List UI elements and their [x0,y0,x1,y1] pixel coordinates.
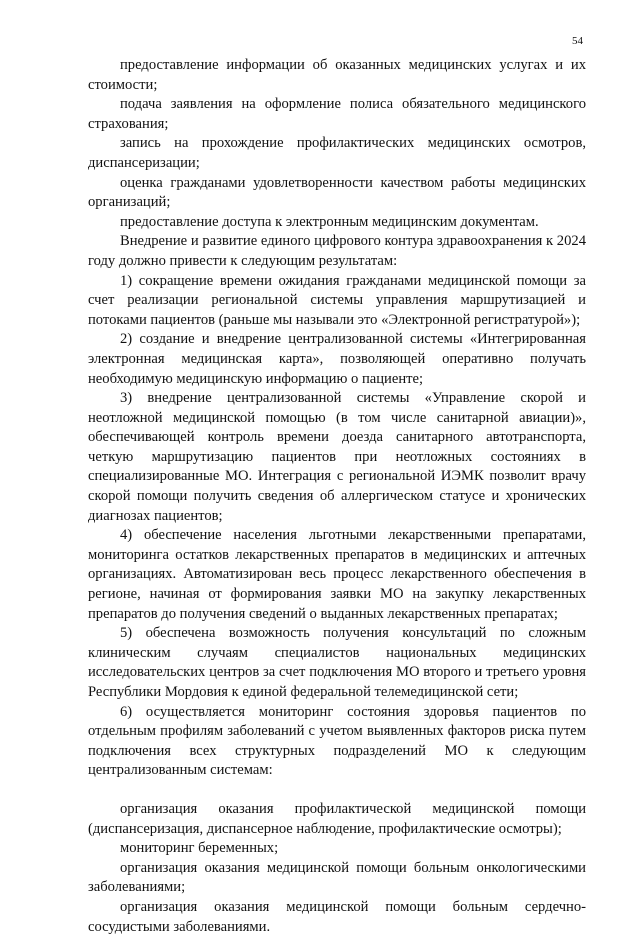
paragraph: 3) внедрение централизованной системы «Управление скорой и неотложной медицинской помощью (в том числе санитарной авиации)», обеспечивающей контроль времени доезда санитарного автотранспорта, четкую маршрутизацию пациентов при неотложных состояниях в специализированные МО. Интеграция с региональной ИЭМК позволит врачу скорой помощи получить сведения об аллергическом статусе и хронических диагнозах пациентов; [88,390,586,524]
paragraph: 6) осуществляется мониторинг состояния здоровья пациентов по отдельным профилям заболеваний с учетом выявленных факторов риска путем подключения всех структурных подразделений МО к следующим централизованным системам: [88,703,586,779]
paragraph: оценка гражданами удовлетворенности качеством работы медицинских организаций; [88,174,586,211]
paragraph: 5) обеспечена возможность получения консультаций по сложным клиническим случаям специалистов национальных медицинских исследовательских центров за счет подключения МО второго и третьего уровня Республики Мордовия к единой федеральной телемедицинской сети; [88,625,586,700]
paragraph: предоставление доступа к электронным медицинским документам. [120,213,539,230]
page-number: 54 [572,35,583,47]
paragraph: организация оказания профилактической медицинской помощи (диспансеризация, диспансерное наблюдение, профилактические осмотры); [88,800,586,837]
paragraph: организация оказания медицинской помощи больным онкологическими заболеваниями; [88,859,586,896]
paragraph: организация оказания медицинской помощи больным сердечно-сосудистыми заболеваниями. [88,898,586,935]
paragraph: 2) создание и внедрение централизованной системы «Интегрированная электронная медицинская карта», позволяющей оперативно получать необходимую медицинскую информацию о пациенте; [88,331,586,387]
paragraph: Внедрение и развитие единого цифрового контура здравоохранения к 2024 году должно привести к следующим результатам: [88,233,586,269]
paragraph: предоставление информации об оказанных медицинских услугах и их стоимости; [88,57,586,93]
body-text [88,56,586,937]
paragraph: запись на прохождение профилактических медицинских осмотров, диспансеризации; [88,135,586,171]
paragraph: 4) обеспечение населения льготными лекарственными препаратами, мониторинга остатков лекарственных препаратов в медицинских и аптечных организациях. Автоматизирован весь процесс лекарственного обеспечения в регионе, начиная от формирования заявки МО на закупку лекарственных препаратов до получения сведений о выданных лекарственных препаратах; [88,527,586,622]
paragraph: мониторинг беременных; [120,840,279,857]
paragraph: 1) сокращение времени ожидания гражданами медицинской помощи за счет реализации региональной системы управления маршрутизацией и потоками пациентов (раньше мы называли это «Электронной регистратурой»); [88,272,586,328]
paragraph: подача заявления на оформление полиса обязательного медицинского страхования; [88,96,586,132]
